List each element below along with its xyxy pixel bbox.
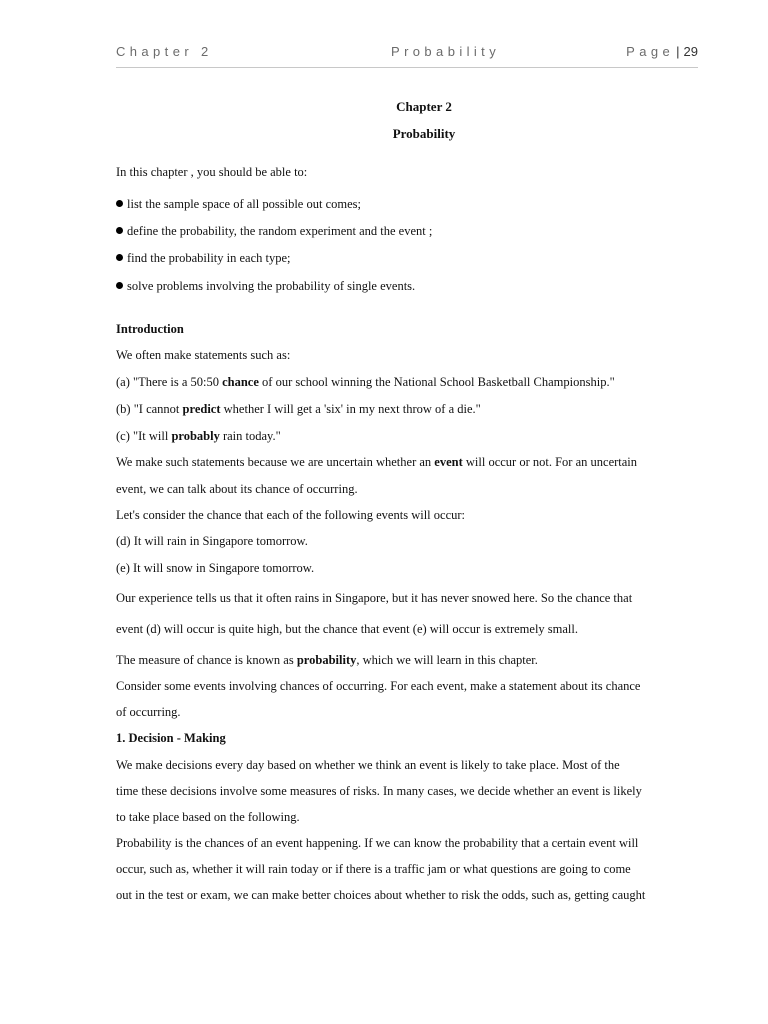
statement-b-before: (b) "I cannot (116, 402, 183, 416)
header-page-label: Page (626, 44, 675, 59)
decision-p1-line-2: time these decisions involve some measures of risks. In many cases, we decide whether an event is likely (116, 784, 642, 798)
experience-line-1: Our experience tells us that it often rains in Singapore, but it has never snowed here. So the chance that (116, 591, 633, 605)
objective-text: define the probability, the random experiment and the event ; (127, 224, 433, 238)
uncertain-keyword: event (434, 455, 463, 469)
decision-heading: 1. Decision - Making (116, 731, 226, 745)
statement-a-after: of our school winning the National School Basketball Championship." (258, 375, 615, 389)
measure-before: The measure of chance is known as (116, 653, 297, 667)
statement-b-after: whether I will get a 'six' in my next throw of a die." (220, 402, 481, 416)
objective-item (116, 279, 415, 294)
statement-a-keyword: chance (222, 375, 259, 389)
consider-line: Let's consider the chance that each of the following events will occur: (116, 508, 465, 522)
consider-events-line-1: Consider some events involving chances of occurring. For each event, make a statement about its chance (116, 679, 641, 693)
objective-item (116, 224, 432, 239)
introduction-heading: Introduction (116, 322, 184, 336)
bullet-icon (116, 200, 123, 207)
measure-after: , which we will learn in this chapter. (356, 653, 538, 667)
objectives-intro: In this chapter , you should be able to: (116, 165, 308, 179)
header-page (626, 44, 698, 59)
header-divider (116, 67, 698, 68)
statement-c-keyword: probably (171, 429, 220, 443)
statement-c-before: (c) "It will (116, 429, 172, 443)
event-e: (e) It will snow in Singapore tomorrow. (116, 561, 315, 575)
uncertain-line-1 (116, 455, 637, 470)
statement-a (116, 375, 615, 390)
experience-line-2: event (d) will occur is quite high, but the chance that event (e) will occur is extremely small. (116, 622, 578, 636)
objective-item (116, 251, 291, 266)
decision-p2-line-2: occur, such as, whether it will rain today or if there is a traffic jam or what questions are going to come (116, 862, 631, 876)
header-chapter: Chapter 2 (116, 44, 213, 59)
bullet-icon (116, 227, 123, 234)
running-header (116, 44, 698, 62)
subject-title: Probability (392, 126, 456, 141)
decision-p2-line-1: Probability is the chances of an event happening. If we can know the probability that a certain event will (116, 836, 639, 850)
uncertain-line-2: event, we can talk about its chance of occurring. (116, 482, 358, 496)
bullet-icon (116, 282, 123, 289)
statement-c (116, 429, 281, 444)
objective-text: find the probability in each type; (127, 251, 291, 265)
header-page-number: 29 (683, 44, 698, 59)
decision-p1-line-3: to take place based on the following. (116, 810, 300, 824)
header-topic: Probability (391, 44, 501, 59)
header-page-separator: | (676, 44, 680, 59)
objective-item (116, 197, 361, 212)
uncertain-after: will occur or not. For an uncertain (462, 455, 638, 469)
statement-b (116, 402, 481, 417)
uncertain-before: We make such statements because we are uncertain whether an (116, 455, 435, 469)
bullet-icon (116, 254, 123, 261)
statement-a-before: (a) "There is a 50:50 (116, 375, 223, 389)
consider-events-line-2: of occurring. (116, 705, 181, 719)
statement-c-after: rain today." (219, 429, 281, 443)
measure-line (116, 653, 538, 668)
decision-p2-line-3: out in the test or exam, we can make better choices about whether to risk the odds, such as, getting caught (116, 888, 646, 902)
chapter-title: Chapter 2 (396, 99, 452, 114)
objective-text: list the sample space of all possible out comes; (127, 197, 361, 211)
statements-lead: We often make statements such as: (116, 348, 291, 362)
measure-keyword: probability (296, 653, 357, 667)
event-d: (d) It will rain in Singapore tomorrow. (116, 534, 308, 548)
decision-p1-line-1: We make decisions every day based on whether we think an event is likely to take place. Most of the (116, 758, 620, 772)
objective-text: solve problems involving the probability of single events. (127, 279, 416, 293)
statement-b-keyword: predict (182, 402, 221, 416)
